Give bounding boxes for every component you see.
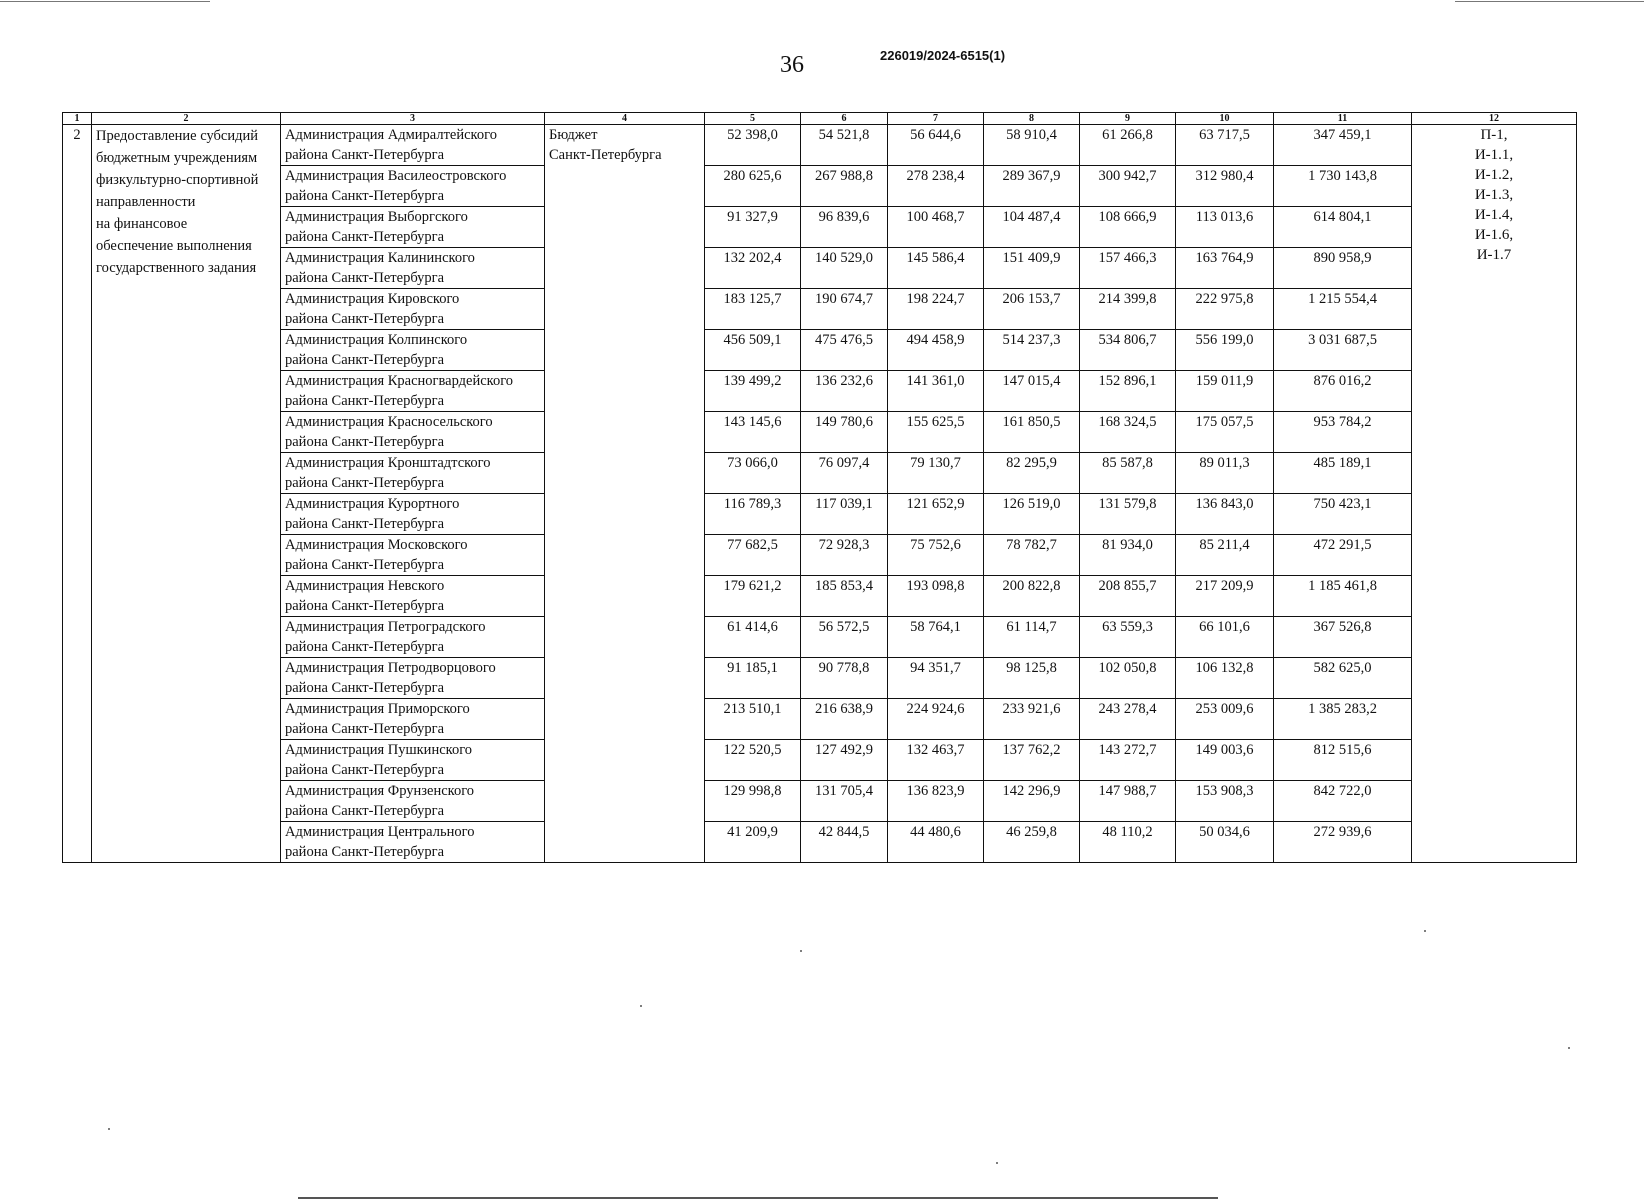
table-row <box>63 576 1577 617</box>
description-line: обеспечение выполнения <box>96 238 252 254</box>
value-cell: 213 510,1 <box>705 699 801 740</box>
agency-line: района Санкт-Петербурга <box>285 434 445 450</box>
table-row <box>63 125 1577 166</box>
table-row <box>63 371 1577 412</box>
value-cell: 208 855,7 <box>1080 576 1176 617</box>
value-cell: 73 066,0 <box>705 453 801 494</box>
agency-line: Администрация Петродворцового <box>285 660 496 676</box>
value-cell: 78 782,7 <box>984 535 1080 576</box>
agency-line: Администрация Кировского <box>285 291 460 307</box>
value-cell: 582 625,0 <box>1274 658 1412 699</box>
value-cell: 153 908,3 <box>1176 781 1274 822</box>
column-number-6: 6 <box>801 113 888 125</box>
agency-line: района Санкт-Петербурга <box>285 598 445 614</box>
value-cell: 514 237,3 <box>984 330 1080 371</box>
value-cell: 147 988,7 <box>1080 781 1176 822</box>
activity-description <box>92 125 281 863</box>
column-number-1: 1 <box>63 113 92 125</box>
value-cell: 82 295,9 <box>984 453 1080 494</box>
funding-source <box>545 125 705 863</box>
value-cell: 149 780,6 <box>801 412 888 453</box>
scan-speck <box>640 1005 642 1007</box>
value-cell: 141 361,0 <box>888 371 984 412</box>
indicator-code: И-1.2, <box>1474 167 1514 183</box>
column-number-9: 9 <box>1080 113 1176 125</box>
agency-line: Администрация Василеостровского <box>285 168 507 184</box>
scan-speck <box>1568 1047 1570 1049</box>
agency-name <box>281 535 545 576</box>
column-number-11: 11 <box>1274 113 1412 125</box>
value-cell: 183 125,7 <box>705 289 801 330</box>
agency-line: Администрация Красногвардейского <box>285 373 514 389</box>
value-cell: 367 526,8 <box>1274 617 1412 658</box>
value-cell: 151 409,9 <box>984 248 1080 289</box>
scan-speck <box>800 950 802 952</box>
value-cell: 485 189,1 <box>1274 453 1412 494</box>
table-row <box>63 453 1577 494</box>
value-cell: 75 752,6 <box>888 535 984 576</box>
value-cell: 77 682,5 <box>705 535 801 576</box>
agency-name <box>281 207 545 248</box>
agency-line: района Санкт-Петербурга <box>285 721 445 737</box>
value-cell: 216 638,9 <box>801 699 888 740</box>
value-cell: 272 939,6 <box>1274 822 1412 863</box>
agency-line: Администрация Невского <box>285 578 445 594</box>
agency-line: района Санкт-Петербурга <box>285 147 445 163</box>
agency-line: района Санкт-Петербурга <box>285 803 445 819</box>
funding-source-line: Бюджет <box>549 127 598 143</box>
agency-name <box>281 289 545 330</box>
value-cell: 1 185 461,8 <box>1274 576 1412 617</box>
value-cell: 143 145,6 <box>705 412 801 453</box>
scan-edge-line-top-left <box>0 1 210 2</box>
value-cell: 890 958,9 <box>1274 248 1412 289</box>
scan-speck <box>1424 930 1426 932</box>
agency-name <box>281 166 545 207</box>
value-cell: 472 291,5 <box>1274 535 1412 576</box>
value-cell: 104 487,4 <box>984 207 1080 248</box>
value-cell: 289 367,9 <box>984 166 1080 207</box>
agency-line: Администрация Центрального <box>285 824 475 840</box>
column-number-10: 10 <box>1176 113 1274 125</box>
column-number-5: 5 <box>705 113 801 125</box>
agency-name <box>281 699 545 740</box>
agency-name <box>281 330 545 371</box>
scan-edge-line-top-right <box>1455 1 1644 2</box>
value-cell: 233 921,6 <box>984 699 1080 740</box>
value-cell: 56 644,6 <box>888 125 984 166</box>
value-cell: 136 843,0 <box>1176 494 1274 535</box>
value-cell: 456 509,1 <box>705 330 801 371</box>
agency-name <box>281 494 545 535</box>
value-cell: 81 934,0 <box>1080 535 1176 576</box>
description-line: физкультурно-спортивной <box>96 172 259 188</box>
value-cell: 224 924,6 <box>888 699 984 740</box>
column-number-2: 2 <box>92 113 281 125</box>
agency-line: Администрация Кронштадтского <box>285 455 491 471</box>
agency-line: района Санкт-Петербурга <box>285 393 445 409</box>
column-number-7: 7 <box>888 113 984 125</box>
agency-line: Администрация Курортного <box>285 496 460 512</box>
agency-line: Администрация Московского <box>285 537 468 553</box>
value-cell: 137 762,2 <box>984 740 1080 781</box>
agency-name <box>281 453 545 494</box>
value-cell: 90 778,8 <box>801 658 888 699</box>
value-cell: 126 519,0 <box>984 494 1080 535</box>
scan-speck <box>996 1162 998 1164</box>
agency-line: района Санкт-Петербурга <box>285 557 445 573</box>
agency-line: района Санкт-Петербурга <box>285 516 445 532</box>
indicator-code: И-1.7 <box>1476 247 1512 263</box>
value-cell: 953 784,2 <box>1274 412 1412 453</box>
value-cell: 147 015,4 <box>984 371 1080 412</box>
column-number-row <box>63 113 1577 125</box>
value-cell: 253 009,6 <box>1176 699 1274 740</box>
agency-line: района Санкт-Петербурга <box>285 680 445 696</box>
page-number: 36 <box>780 52 804 78</box>
value-cell: 143 272,7 <box>1080 740 1176 781</box>
table-row <box>63 617 1577 658</box>
value-cell: 76 097,4 <box>801 453 888 494</box>
funding-source-line: Санкт-Петербурга <box>549 147 662 163</box>
value-cell: 113 013,6 <box>1176 207 1274 248</box>
value-cell: 46 259,8 <box>984 822 1080 863</box>
value-cell: 127 492,9 <box>801 740 888 781</box>
value-cell: 614 804,1 <box>1274 207 1412 248</box>
value-cell: 72 928,3 <box>801 535 888 576</box>
value-cell: 190 674,7 <box>801 289 888 330</box>
value-cell: 142 296,9 <box>984 781 1080 822</box>
table-row <box>63 781 1577 822</box>
value-cell: 214 399,8 <box>1080 289 1176 330</box>
agency-line: района Санкт-Петербурга <box>285 311 445 327</box>
indicator-code: И-1.1, <box>1474 147 1514 163</box>
agency-line: Администрация Выборгского <box>285 209 468 225</box>
value-cell: 106 132,8 <box>1176 658 1274 699</box>
agency-line: района Санкт-Петербурга <box>285 475 445 491</box>
value-cell: 280 625,6 <box>705 166 801 207</box>
budget-table <box>62 112 1577 863</box>
value-cell: 200 822,8 <box>984 576 1080 617</box>
value-cell: 136 823,9 <box>888 781 984 822</box>
value-cell: 267 988,8 <box>801 166 888 207</box>
table-row <box>63 822 1577 863</box>
table-row <box>63 207 1577 248</box>
value-cell: 278 238,4 <box>888 166 984 207</box>
value-cell: 58 764,1 <box>888 617 984 658</box>
value-cell: 42 844,5 <box>801 822 888 863</box>
value-cell: 63 717,5 <box>1176 125 1274 166</box>
value-cell: 52 398,0 <box>705 125 801 166</box>
table-row <box>63 412 1577 453</box>
indicator-code: И-1.6, <box>1474 227 1514 243</box>
agency-name <box>281 576 545 617</box>
value-cell: 96 839,6 <box>801 207 888 248</box>
value-cell: 1 730 143,8 <box>1274 166 1412 207</box>
value-cell: 63 559,3 <box>1080 617 1176 658</box>
agency-name <box>281 412 545 453</box>
value-cell: 121 652,9 <box>888 494 984 535</box>
column-number-8: 8 <box>984 113 1080 125</box>
value-cell: 842 722,0 <box>1274 781 1412 822</box>
value-cell: 152 896,1 <box>1080 371 1176 412</box>
table-row <box>63 494 1577 535</box>
value-cell: 131 705,4 <box>801 781 888 822</box>
value-cell: 56 572,5 <box>801 617 888 658</box>
value-cell: 91 327,9 <box>705 207 801 248</box>
agency-line: Администрация Адмиралтейского <box>285 127 497 143</box>
value-cell: 91 185,1 <box>705 658 801 699</box>
value-cell: 161 850,5 <box>984 412 1080 453</box>
agency-line: района Санкт-Петербурга <box>285 188 445 204</box>
scan-speck <box>108 1128 110 1130</box>
value-cell: 159 011,9 <box>1176 371 1274 412</box>
indicator-code: И-1.3, <box>1474 187 1514 203</box>
value-cell: 750 423,1 <box>1274 494 1412 535</box>
value-cell: 175 057,5 <box>1176 412 1274 453</box>
description-line: бюджетным учреждениям <box>96 150 258 166</box>
value-cell: 1 215 554,4 <box>1274 289 1412 330</box>
column-number-3: 3 <box>281 113 545 125</box>
value-cell: 206 153,7 <box>984 289 1080 330</box>
agency-line: Администрация Приморского <box>285 701 470 717</box>
value-cell: 85 587,8 <box>1080 453 1176 494</box>
value-cell: 50 034,6 <box>1176 822 1274 863</box>
value-cell: 89 011,3 <box>1176 453 1274 494</box>
table-row <box>63 535 1577 576</box>
value-cell: 179 621,2 <box>705 576 801 617</box>
value-cell: 108 666,9 <box>1080 207 1176 248</box>
value-cell: 102 050,8 <box>1080 658 1176 699</box>
value-cell: 217 209,9 <box>1176 576 1274 617</box>
description-line: Предоставление субсидий <box>96 128 259 144</box>
value-cell: 163 764,9 <box>1176 248 1274 289</box>
document-id: 226019/2024-6515(1) <box>880 48 1006 63</box>
agency-line: Администрация Калининского <box>285 250 475 266</box>
value-cell: 132 463,7 <box>888 740 984 781</box>
value-cell: 131 579,8 <box>1080 494 1176 535</box>
value-cell: 876 016,2 <box>1274 371 1412 412</box>
agency-line: района Санкт-Петербурга <box>285 639 445 655</box>
value-cell: 149 003,6 <box>1176 740 1274 781</box>
value-cell: 155 625,5 <box>888 412 984 453</box>
value-cell: 556 199,0 <box>1176 330 1274 371</box>
value-cell: 48 110,2 <box>1080 822 1176 863</box>
agency-line: Администрация Петроградского <box>285 619 486 635</box>
value-cell: 347 459,1 <box>1274 125 1412 166</box>
agency-name <box>281 822 545 863</box>
agency-name <box>281 781 545 822</box>
table-row <box>63 166 1577 207</box>
item-number: 2 <box>63 125 92 863</box>
value-cell: 66 101,6 <box>1176 617 1274 658</box>
table-row <box>63 248 1577 289</box>
agency-line: района Санкт-Петербурга <box>285 762 445 778</box>
agency-name <box>281 617 545 658</box>
value-cell: 61 414,6 <box>705 617 801 658</box>
description-line: на финансовое <box>96 216 188 232</box>
agency-line: Администрация Красносельского <box>285 414 493 430</box>
agency-name <box>281 248 545 289</box>
value-cell: 3 031 687,5 <box>1274 330 1412 371</box>
value-cell: 54 521,8 <box>801 125 888 166</box>
value-cell: 157 466,3 <box>1080 248 1176 289</box>
value-cell: 100 468,7 <box>888 207 984 248</box>
value-cell: 61 266,8 <box>1080 125 1176 166</box>
agency-line: Администрация Колпинского <box>285 332 468 348</box>
indicator-code: П-1, <box>1480 127 1508 143</box>
agency-line: района Санкт-Петербурга <box>285 270 445 286</box>
agency-name <box>281 740 545 781</box>
agency-line: района Санкт-Петербурга <box>285 352 445 368</box>
value-cell: 475 476,5 <box>801 330 888 371</box>
description-line: государственного задания <box>96 260 257 276</box>
value-cell: 58 910,4 <box>984 125 1080 166</box>
agency-name <box>281 125 545 166</box>
value-cell: 122 520,5 <box>705 740 801 781</box>
agency-line: района Санкт-Петербурга <box>285 229 445 245</box>
value-cell: 140 529,0 <box>801 248 888 289</box>
indicator-codes <box>1412 125 1577 863</box>
value-cell: 312 980,4 <box>1176 166 1274 207</box>
value-cell: 198 224,7 <box>888 289 984 330</box>
table-row <box>63 289 1577 330</box>
value-cell: 193 098,8 <box>888 576 984 617</box>
value-cell: 44 480,6 <box>888 822 984 863</box>
value-cell: 145 586,4 <box>888 248 984 289</box>
value-cell: 85 211,4 <box>1176 535 1274 576</box>
agency-line: Администрация Фрунзенского <box>285 783 475 799</box>
value-cell: 98 125,8 <box>984 658 1080 699</box>
indicator-code: И-1.4, <box>1474 207 1514 223</box>
agency-line: Администрация Пушкинского <box>285 742 473 758</box>
value-cell: 129 998,8 <box>705 781 801 822</box>
value-cell: 534 806,7 <box>1080 330 1176 371</box>
value-cell: 222 975,8 <box>1176 289 1274 330</box>
value-cell: 79 130,7 <box>888 453 984 494</box>
description-line: направленности <box>96 194 196 210</box>
table-row <box>63 699 1577 740</box>
value-cell: 185 853,4 <box>801 576 888 617</box>
value-cell: 494 458,9 <box>888 330 984 371</box>
table-body <box>63 125 1577 863</box>
agency-name <box>281 371 545 412</box>
value-cell: 136 232,6 <box>801 371 888 412</box>
value-cell: 812 515,6 <box>1274 740 1412 781</box>
value-cell: 61 114,7 <box>984 617 1080 658</box>
column-number-4: 4 <box>545 113 705 125</box>
value-cell: 41 209,9 <box>705 822 801 863</box>
table-row <box>63 658 1577 699</box>
scan-edge-line-bottom <box>298 1197 1218 1199</box>
value-cell: 116 789,3 <box>705 494 801 535</box>
table-row <box>63 740 1577 781</box>
value-cell: 139 499,2 <box>705 371 801 412</box>
agency-name <box>281 658 545 699</box>
value-cell: 168 324,5 <box>1080 412 1176 453</box>
value-cell: 132 202,4 <box>705 248 801 289</box>
agency-line: района Санкт-Петербурга <box>285 844 445 860</box>
value-cell: 300 942,7 <box>1080 166 1176 207</box>
value-cell: 117 039,1 <box>801 494 888 535</box>
value-cell: 94 351,7 <box>888 658 984 699</box>
value-cell: 1 385 283,2 <box>1274 699 1412 740</box>
table-row <box>63 330 1577 371</box>
value-cell: 243 278,4 <box>1080 699 1176 740</box>
column-number-12: 12 <box>1412 113 1577 125</box>
